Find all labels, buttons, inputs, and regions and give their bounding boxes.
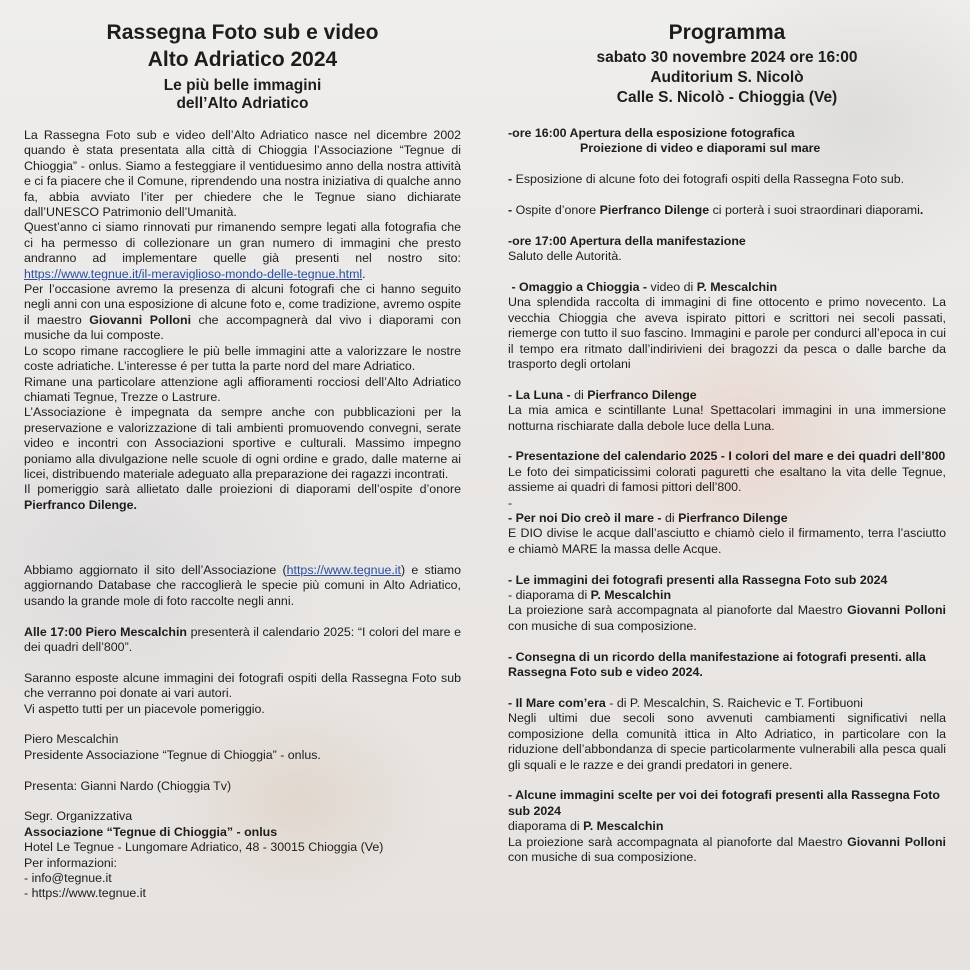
program-item-subtitle: Proiezione di video e diaporami sul mare [580,141,821,156]
program-item: -ore 17:00 Apertura della manifestazione Saluto delle Autorità. [508,233,746,264]
organization-address: Hotel Le Tegnue - Lungomare Adriatico, 48 - 30015 Chioggia (Ve) [24,840,384,855]
event-title-line1: Rassegna Foto sub e video [106,21,379,44]
program-item-description: Una splendida raccolta di immagini di fine ottocento e primo novecento. La vecchia Chioggia che aveva ispirato pittori e scrittori nei secoli passati, riemerge con tutto il suo fascino. Immagini e parole per condurci all’epoca in cui il tempo era ritmato dall’indirivieni dei bragozzi da pesca o dalle barche da trasporto degli ortolani [508,295,946,372]
program-item [508,126,946,157]
signature-name: Piero Mescalchin [24,732,119,747]
program-item-description: Negli ultimi due secoli sono avvenuti cambiamenti significativi nella composizione della comunità ittica in Alto Adriatico, in particolare con la riduzione dell’abbondanza di specie particolarmente vulnerabili alla pesca quali gli squali e le razze e dei grandi predatori in genere. [508,711,946,772]
program-list [508,126,946,865]
program-item-description: E DIO divise le acque dall’asciutto e chiamò cielo il firmamento, terra l’asciutto e chiamò MARE la massa delle Acque. [508,526,946,556]
association-site-link[interactable]: https://www.tegnue.it [286,563,401,577]
exhibition-paragraph: Saranno esposte alcune immagini dei fotografi ospiti della Rassegna Foto sub che verranno poi donate ai vari autori. [24,670,461,701]
program-item-title: - Consegna di un ricordo della manifestazione ai fotografi presenti. alla Rassegna Foto sub e video 2024. [508,649,926,680]
intro-text [24,128,461,513]
program-venue: Auditorium S. Nicolò [650,69,804,86]
program-item: - Presentazione del calendario 2025 - I colori del mare e dei quadri dell’800 Le foto dei simpaticissimi colorati paguretti che esaltano la vita delle Tegnue, assieme ai quadri di famosi pittori dell’800. - [508,449,946,510]
program-item-title: -ore 17:00 Apertura della manifestazione [508,233,746,248]
program-item: - Per noi Dio creò il mare - di Pierfranco Dilenge E DIO divise le acque dall’asciutto e chiamò cielo il firmamento, terra l’asciutto e chiamò MARE la massa delle Acque. [508,511,946,556]
intro-paragraph: Per l’occasione avremo la presenza di alcuni fotografi che ci hanno seguito negli anni con una esposizione di alcune foto e, come tradizione, avremo ospite il maestro Giovanni Polloni che accompagnerà dal vivo i diaporami con musiche da lui composte. [24,282,462,343]
intro-paragraph: Rimane una particolare attenzione agli affioramenti rocciosi dell’Alto Adriatico chiamati Tegnue, Trezze o Lastrure. [24,374,461,404]
program-item-title: - Il Mare com’era [508,695,606,710]
program-item-title: - Le immagini dei fotografi presenti alla Rassegna Foto sub 2024 [508,572,888,587]
program-item-author: P. Mescalchin [590,588,672,603]
program-item-description: Le foto dei simpaticissimi colorati paguretti che esaltano la vita delle Tegnue, assieme ai quadri di famosi pittori dell’800. [508,464,946,495]
program-street: Calle S. Nicolò - Chioggia (Ve) [616,89,838,106]
program-item-title: -ore 16:00 Apertura della esposizione fotografica [508,126,795,140]
info-label: Per informazioni: [24,855,117,870]
program-item: - Alcune immagini scelte per voi dei fotografi presenti alla Rassegna Foto sub 2024 diaporama di P. Mescalchin La proiezione sarà accompagnata al pianoforte dal Maestro Giovanni Polloni con musiche di sua composizione. [508,788,946,864]
intro-paragraph: Quest’anno ci siamo rinnovati pur rimanendo sempre legati alla fotografia che ci ha permesso di collezionare un gran numero di immagini che presto andranno ad implementare quelle già presenti nel nostro sito: https://www.tegnue.it/il-meraviglioso-mondo-delle-tegnue.html. [24,220,461,281]
program-item: - Ospite d’onore Pierfranco Dilenge ci porterà i suoi straordinari diaporami. [508,203,924,217]
info-website: - https://www.tegnue.it [24,886,146,901]
calendar-paragraph: Alle 17:00 Piero Mescalchin presenterà il calendario 2025: “I colori del mare e dei quadri dell’800”. [24,624,462,655]
program-item-title: - Alcune immagini scelte per voi dei fotografi presenti alla Rassegna Foto sub 2024 [508,788,940,818]
program-item: - Le immagini dei fotografi presenti alla Rassegna Foto sub 2024 - diaporama di P. Mescalchin La proiezione sarà accompagnata al pianoforte dal Maestro Giovanni Polloni con musiche di sua composizione. [508,572,946,633]
program-item-description: La mia amica e scintillante Luna! Spettacolari immagini in una immersione notturna rischiarate dalla debole luce della Luna. [508,403,946,433]
signature-role: Presidente Associazione “Tegnue di Chioggia” - onlus. [24,747,321,762]
organization-label: Segr. Organizzativa [24,809,133,824]
event-title-line2: Alto Adriatico 2024 [147,48,338,71]
intro-paragraph: Il pomeriggio sarà allietato dalle proiezioni di diaporami dell’ospite d’onore Pierfranco Dilenge. [24,482,461,512]
website-paragraph: Abbiamo aggiornato il sito dell’Associazione (https://www.tegnue.it) e stiamo aggiornando Database che raccoglierà le specie più comuni in Alto Adriatico, usando la grande mole di foto raccolte negli anni. [24,563,461,608]
program-item-author: P. Mescalchin [696,280,778,294]
program-item-author: P. Mescalchin [583,819,664,834]
info-email: - info@tegnue.it [24,871,112,886]
program-item-title: - Omaggio a Chioggia - [511,280,648,294]
guest-of-honor-name: Pierfranco Dilenge [599,203,710,217]
program-item-author: Pierfranco Dilenge [678,511,788,526]
program-item-author: Pierfranco Dilenge [587,387,697,402]
program-item: - Esposizione di alcune foto dei fotografi ospiti della Rassegna Foto sub. [508,172,905,187]
intro-paragraph: Lo scopo rimane raccogliere le più belle immagini atte a valorizzare le nostre coste adriatiche. L’interesse é per tutta la parte nord del mare Adriatico. [24,343,461,374]
program-item: - La Luna - di Pierfranco Dilenge La mia amica e scintillante Luna! Spettacolari immagini in una immersione notturna rischiarate dalla debole luce della Luna. [508,387,946,433]
event-subtitle-line1: Le più belle immagini [163,77,322,94]
guest-name: Giovanni Polloni [89,312,192,327]
presenter-line: Presenta: Gianni Nardo (Chioggia Tv) [24,778,232,793]
program-item-title: - Per noi Dio creò il mare - [508,511,662,526]
tegnue-page-link[interactable]: https://www.tegnue.it/il-meraviglioso-mondo-delle-tegnue.html [24,266,363,281]
program-title: Programma [668,21,786,44]
program-item-description: La proiezione sarà accompagnata al pianoforte dal Maestro Giovanni Polloni con musiche di sua composizione. [508,834,946,864]
organization-name: Associazione “Tegnue di Chioggia” - onlus [24,824,278,839]
program-item-title: - La Luna - [508,387,571,402]
intro-paragraph: La Rassegna Foto sub e video dell’Alto Adriatico nasce nel dicembre 2002 quando è stata presentata alla città di Chioggia l’Associazione “Tegnue di Chioggia” - onlus. Siamo a festeggiare il ventiduesimo anno della nostra attività e ci fa piacere che il Comune, riprendendo una nostra iniziativa di qualche anno fa, abbia avviato l’iter per chiedere che le Tegnue siano dichiarate dall’UNESCO Patrimonio dell’Umanità. [24,128,461,220]
program-item: - Il Mare com’era - di P. Mescalchin, S. Raichevic e T. Fortibuoni Negli ultimi due secoli sono avvenuti cambiamenti significativi nella composizione della comunità ittica in Alto Adriatico, in particolare con la riduzione dell’abbondanza di specie particolarmente vulnerabili alla pesca quali gli squali e le razze e dei grandi predatori in genere. [508,695,946,772]
guest-of-honor-name: Pierfranco Dilenge. [24,497,137,512]
intro-paragraph: L’Associazione è impegnata da sempre anche con pubblicazioni per la preservazione e valorizzazione di tali ambienti promuovendo convegni, serate video e incontri con Associazioni sportive e culturali. Massimo impegno poniamo alla divulgazione nelle scuole di ogni ordine e grado, dalle materne ai licei, distribuendo materiale adeguato alla preparazione dei ragazzi incontrati. [24,405,461,481]
program-item [508,650,946,681]
program-item: - Omaggio a Chioggia - video di P. Mescalchin Una splendida raccolta di immagini di fine ottocento e primo novecento. La vecchia Chioggia che aveva ispirato pittori e scrittori nei secoli passati, riemerge con tutto il suo fascino. Immagini e parole per condurci all’epoca in cui il tempo era ritmato dall’indirivieni dei bragozzi da pesca o dalle barche da trasporto degli ortolani [508,280,946,372]
program-date: sabato 30 novembre 2024 ore 16:00 [596,49,858,66]
event-subtitle-line2: dell’Alto Adriatico [176,95,309,112]
program-item-title: - Presentazione del calendario 2025 - I colori del mare e dei quadri dell’800 [508,449,946,464]
program-item-description: La proiezione sarà accompagnata al pianoforte dal Maestro Giovanni Polloni con musiche di sua composizione. [508,603,946,633]
invitation-line: Vi aspetto tutti per un piacevole pomeriggio. [24,701,265,716]
closing-text [24,563,461,902]
